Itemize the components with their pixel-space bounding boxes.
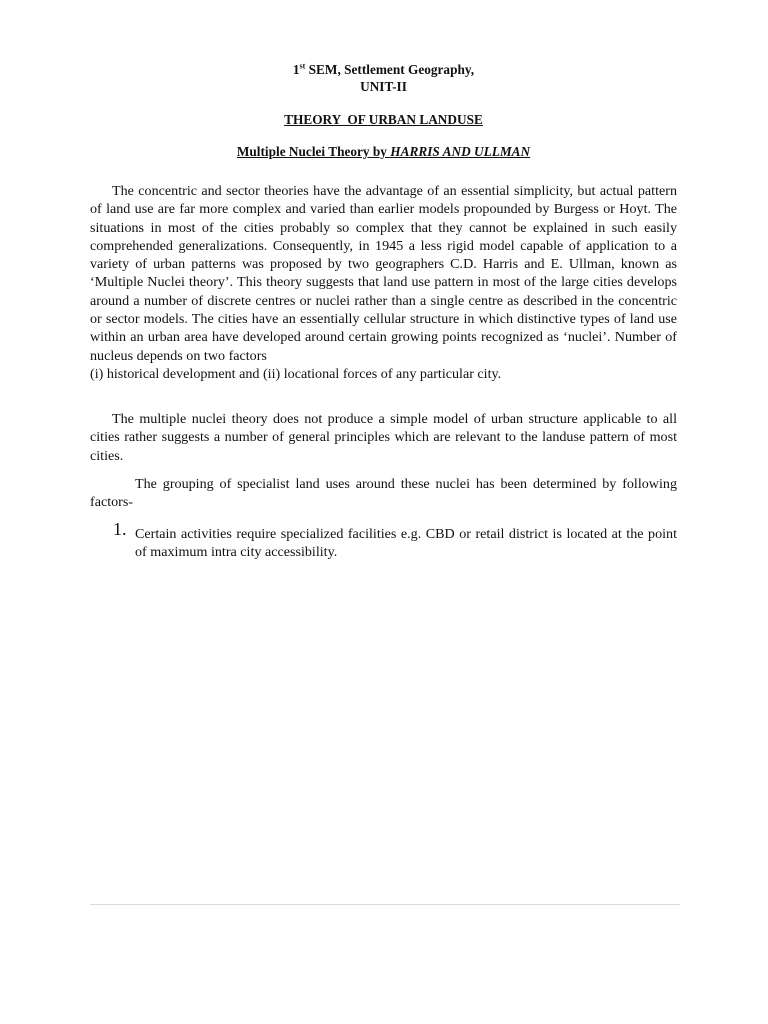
paragraph-factors xyxy=(90,475,677,512)
sem-ordinal-suffix: st xyxy=(299,61,306,71)
document-page xyxy=(90,0,677,1024)
subtitle-authors: HARRIS AND ULLMAN xyxy=(390,144,531,159)
list-item xyxy=(113,519,677,562)
theory-subtitle xyxy=(90,144,677,160)
paragraph-intro-text: The concentric and sector theories have the advantage of an essential simplicity, but actual pattern of land use are far more complex and varied than earlier models propounded by Burgess or Hoyt. The situations in most of the cities probably so complex that they cannot be explained in such easily comprehended generalizations. Consequently, in 1945 a less rigid model capable of application to a variety of urban patterns was proposed by two geographers C.D. Harris and E. Ullman, known as ‘Multiple Nuclei theory’. This theory suggests that land use pattern in most of the large cities develops around a number of discrete centres or nuclei rather than a single centre as described in the concentric or sector models. The cities have an essentially cellular structure in which distinctive types of land use within an urban area have developed around certain growing points recognized as ‘nuclei’. Number of nucleus depends on two factors xyxy=(90,183,677,364)
paragraph-principles xyxy=(90,410,677,465)
paragraph-factors-text: The grouping of specialist land uses around these nuclei has been determined by following factors- xyxy=(90,476,677,511)
list-item-number: 1. xyxy=(113,519,127,539)
course-title: SEM, Settlement Geography, xyxy=(305,62,475,77)
list-item-text: Certain activities require specialized facilities e.g. CBD or retail district is located at the point of maximum intra city accessibility. xyxy=(135,526,677,561)
footer-divider xyxy=(90,904,680,905)
paragraph-principles-text: The multiple nuclei theory does not produce a simple model of urban structure applicable to all cities rather suggests a number of general principles which are relevant to the landuse pattern of most cities. xyxy=(90,411,677,464)
sem-number: 1 xyxy=(292,62,300,77)
theory-title: THEORY OF URBAN LANDUSE xyxy=(284,112,483,127)
factors-line: (i) historical development and (ii) locational forces of any particular city. xyxy=(90,365,502,382)
course-heading xyxy=(90,62,677,78)
subtitle-prefix: Multiple Nuclei Theory by xyxy=(236,144,391,159)
paragraph-intro xyxy=(90,182,677,383)
unit-heading: UNIT-II xyxy=(360,79,407,94)
